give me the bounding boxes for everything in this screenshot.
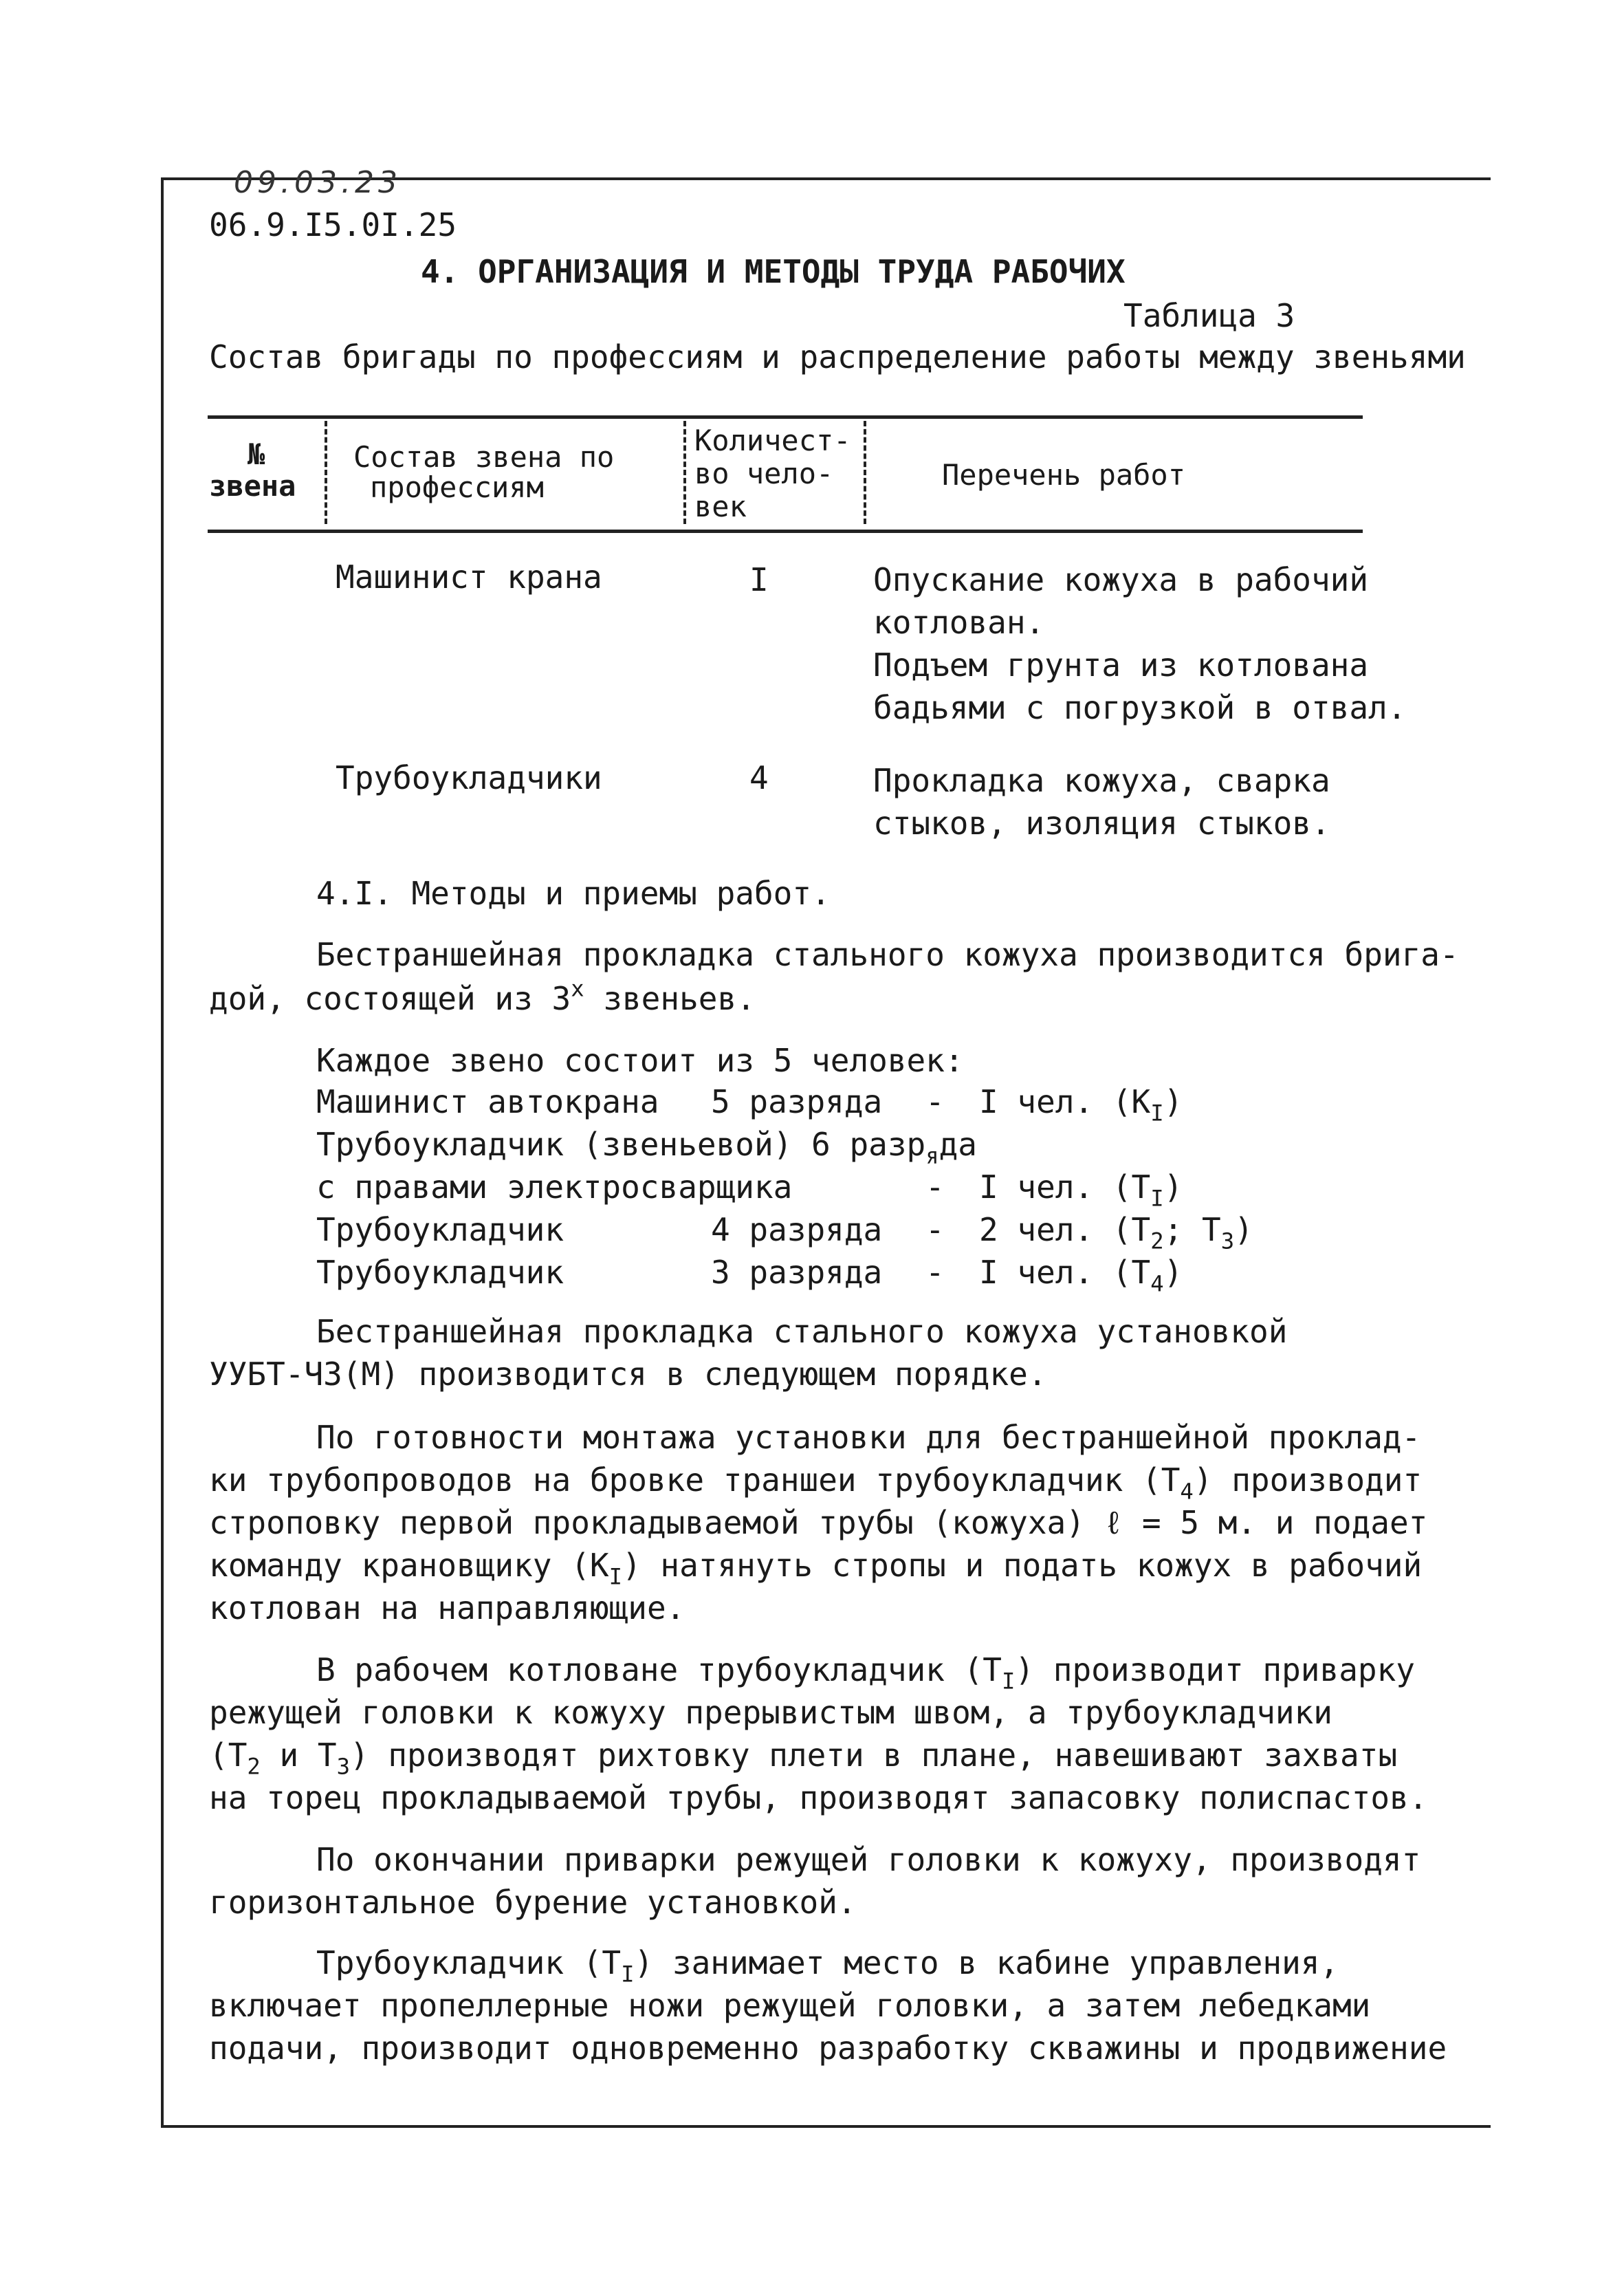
para5-line2: горизонтальное бурение установкой.: [209, 1884, 857, 1921]
header-works-list: Перечень работ: [942, 458, 1186, 492]
para1-line1: Бестраншейная прокладка стального кожуха производится брига-: [316, 936, 1459, 973]
crew-row-4-name: Трубоукладчик: [316, 1254, 564, 1291]
para4-line2: режущей головки к кожуху прерывистым швом, а трубоукладчики: [209, 1694, 1332, 1731]
crew-row-2-count: I чел. $(Т_I)$: [979, 1168, 1183, 1212]
header-composition-line2: профессиям: [370, 470, 544, 504]
crew-row-1-count: I чел. $(К_I)$: [979, 1083, 1183, 1126]
para3-line3: строповку первой прокладываемой трубы (кожуха) ℓ = 5 м. и подает: [209, 1504, 1428, 1541]
para6-line1: Трубоукладчик $(Т_I)$ занимает место в кабине управления,: [316, 1944, 1339, 1988]
crew-row-2-name: Трубоукладчик (звеньевой) 6 разр$_я$да: [316, 1126, 977, 1169]
para6-line3: подачи, производит одновременно разработку скважины и продвижение: [209, 2029, 1447, 2067]
header-unit-label: звена: [209, 469, 296, 503]
para4-line3: ($Т_2$ и $Т_3$) производят рихтовку плети в плане, навешивают захваты: [209, 1737, 1398, 1780]
crew-row-4-grade: 3 разряда: [711, 1254, 883, 1291]
para4-line4: на торец прокладываемой трубы, производят запасовку полиспастов.: [209, 1779, 1428, 1816]
section-title: 4. ОРГАНИЗАЦИЯ И МЕТОДЫ ТРУДА РАБОЧИХ: [421, 253, 1126, 290]
table-row-1-count: I: [749, 561, 769, 598]
para6-line2: включает пропеллерные ножи режущей головки, а затем лебедками: [209, 1987, 1371, 2024]
table-row-1-work-4: бадьями с погрузкой в отвал.: [873, 689, 1407, 726]
column-divider-2: [683, 421, 686, 524]
table-label: Таблица 3: [1123, 297, 1295, 334]
crew-row-4-dash: -: [925, 1254, 945, 1291]
crew-row-3-name: Трубоукладчик: [316, 1211, 564, 1248]
table-row-1-work-2: котлован.: [873, 604, 1045, 641]
para5-line1: По окончании приварки режущей головки к кожуху, производят: [316, 1841, 1421, 1878]
crew-row-4-count: I чел. $(Т_4)$: [979, 1254, 1183, 1297]
para3-line5: котлован на направляющие.: [209, 1589, 685, 1626]
table-header-rule: [208, 530, 1363, 533]
frame-left-border: [161, 177, 164, 2128]
table-row-1-work-3: Подъем грунта из котлована: [873, 646, 1369, 684]
crew-row-3-grade: 4 разряда: [711, 1211, 883, 1248]
document-code: 06.9.I5.0I.25: [209, 206, 457, 243]
handwritten-code: 09.03.23: [234, 165, 402, 200]
crew-row-1-dash: -: [925, 1083, 945, 1120]
header-composition-line1: Состав звена по: [353, 440, 615, 474]
table-row-1-profession: Машинист крана: [336, 558, 602, 596]
column-divider-1: [325, 421, 327, 524]
crew-row-1-grade: 5 разряда: [711, 1083, 883, 1120]
para1-line2: дой, состоящей из $3^х$ звеньев.: [209, 975, 756, 1017]
table-row-2-count: 4: [749, 759, 769, 796]
column-divider-3: [864, 421, 866, 524]
table-row-2-work-2: стыков, изоляция стыков.: [873, 805, 1330, 842]
subsection-title: 4.I. Методы и приемы работ.: [316, 875, 831, 912]
frame-bottom-border: [161, 2125, 1491, 2128]
header-count-line3: век: [694, 490, 747, 523]
para3-line4: команду крановщику $(К_I)$ натянуть стропы и подать кожух в рабочий: [209, 1547, 1423, 1590]
crew-row-2-dash: -: [925, 1168, 945, 1206]
para2-line2: УУБТ-ЧЗ(М) производится в следующем порядке.: [209, 1356, 1047, 1393]
table-row-1-work-1: Опускание кожуха в рабочий: [873, 561, 1369, 598]
table-row-2-work-1: Прокладка кожуха, сварка: [873, 762, 1330, 799]
table-title: Состав бригады по профессиям и распределение работы между звеньями: [209, 338, 1466, 375]
para2-line1: Бестраншейная прокладка стального кожуха установкой: [316, 1313, 1288, 1350]
crew-row-3-dash: -: [925, 1211, 945, 1248]
header-number-symbol: №: [248, 437, 265, 471]
table-row-2-profession: Трубоукладчики: [336, 759, 602, 796]
crew-row-3-count: 2 чел. ($Т_2$; $Т_3$): [979, 1211, 1253, 1254]
crew-row-1-name: Машинист автокрана: [316, 1083, 659, 1120]
crew-row-2-qualification: с правами электросварщика: [316, 1168, 793, 1206]
para3-line2: ки трубопроводов на бровке траншеи трубоукладчик $(Т_4)$ производит: [209, 1461, 1423, 1505]
table-top-rule: [208, 415, 1363, 419]
header-count-line2: во чело-: [694, 457, 834, 490]
para3-line1: По готовности монтажа установки для бестраншейной проклад-: [316, 1419, 1421, 1456]
para4-line1: В рабочем котловане трубоукладчик $(Т_I)$ производит приварку: [316, 1651, 1415, 1695]
crew-intro: Каждое звено состоит из 5 человек:: [316, 1042, 964, 1079]
header-count-line1: Количест-: [694, 424, 851, 457]
